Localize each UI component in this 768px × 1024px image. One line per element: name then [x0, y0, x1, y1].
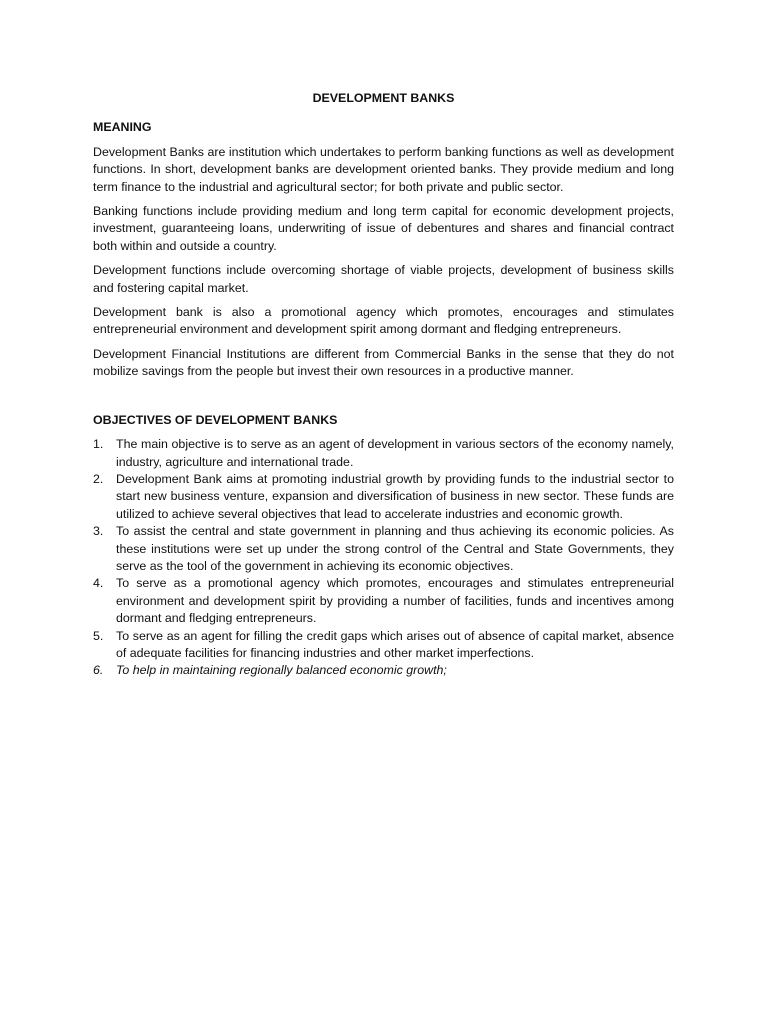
section-spacer	[93, 388, 674, 412]
objective-text: To help in maintaining regionally balanced economic growth;	[116, 663, 447, 678]
meaning-paragraph-5: Development Financial Institutions are different from Commercial Banks in the sense that they do not mobilize savings from the people but invest their own resources in a productive manner.	[93, 346, 674, 379]
meaning-heading: MEANING	[93, 120, 152, 135]
objective-text: To serve as an agent for filling the credit gaps which arises out of absence of capital market, absence of adequate facilities for financing industries and other market imperfections.	[116, 628, 674, 660]
objective-item-2	[93, 471, 674, 523]
meaning-paragraph-2: Banking functions include providing medium and long term capital for economic development projects, investment, guaranteeing loans, underwriting of issue of debentures and shares and financial contract both within and outside a country.	[93, 204, 674, 253]
objective-text: Development Bank aims at promoting industrial growth by providing funds to the industrial sector to start new business venture, expansion and diversification of business in new sector. These funds are utilized to achieve several objectives that lead to accelerate industries and economic growth.	[116, 471, 674, 521]
objective-text: The main objective is to serve as an agent of development in various sectors of the economy namely, industry, agriculture and international trade.	[116, 437, 674, 469]
objectives-list	[93, 436, 674, 680]
objective-number: 5.	[93, 628, 104, 643]
objective-item-4	[93, 575, 674, 627]
document-title: DEVELOPMENT BANKS	[312, 91, 455, 105]
objective-text: To assist the central and state government in planning and thus achieving its economic policies. As these institutions were set up under the strong control of the Central and State Governments, they serve as the tool of the government in achieving its economic objectives.	[116, 524, 674, 573]
objectives-heading: OBJECTIVES OF DEVELOPMENT BANKS	[93, 412, 338, 427]
objective-text: To serve as a promotional agency which promotes, encourages and stimulates entrepreneurial environment and development spirit by providing a number of facilities, funds and incentives among dormant and fledging entrepreneurs.	[116, 576, 674, 626]
objective-number: 3.	[93, 524, 104, 539]
objective-item-3	[93, 523, 674, 575]
objective-item-1	[93, 436, 674, 471]
objective-number: 4.	[93, 576, 104, 591]
meaning-paragraph-3: Development functions include overcoming shortage of viable projects, development of business skills and fostering capital market.	[93, 263, 674, 295]
document-content	[93, 90, 674, 680]
meaning-paragraph-4: Development bank is also a promotional agency which promotes, encourages and stimulates entrepreneurial environment and development spirit among dormant and fledging entrepreneurs.	[93, 305, 674, 337]
objective-item-5	[93, 628, 674, 663]
objective-number: 1.	[93, 437, 104, 452]
objective-number: 6.	[93, 663, 104, 678]
meaning-paragraph-1: Development Banks are institution which undertakes to perform banking functions as well as development functions. In short, development banks are development oriented banks. They provide medium and long term finance to the industrial and agricultural sector; for both private and public sector.	[93, 144, 674, 194]
objective-item-6	[93, 662, 674, 679]
objective-number: 2.	[93, 471, 104, 486]
